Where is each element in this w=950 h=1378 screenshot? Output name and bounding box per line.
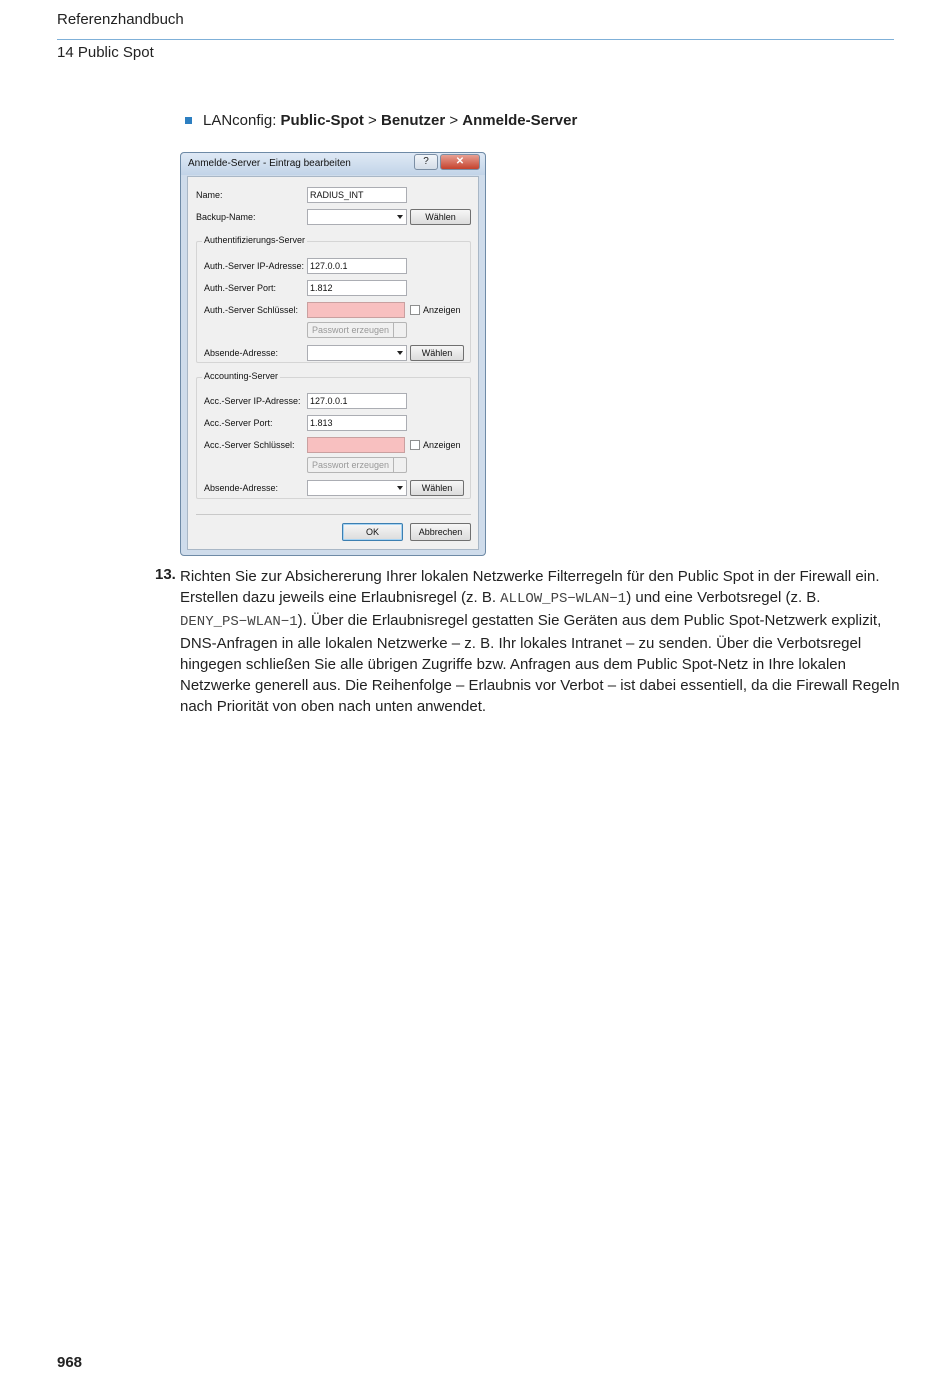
acc-sender-label: Absende-Adresse:: [204, 483, 279, 493]
path-anmelde-server: Anmelde-Server: [462, 112, 578, 129]
acc-show-label: Anzeigen: [423, 440, 461, 450]
auth-server-group-label: Authentifizierungs-Server: [204, 235, 306, 245]
acc-gen-password-button[interactable]: Passwort erzeugen: [307, 457, 407, 473]
auth-key-input[interactable]: [307, 302, 405, 318]
dialog-window: [180, 152, 486, 556]
path-benutzer: Benutzer: [380, 112, 446, 129]
dialog-body: [187, 176, 479, 550]
auth-ip-input[interactable]: 127.0.0.1: [307, 258, 407, 274]
step-number: 13.: [155, 566, 176, 583]
bullet-icon: [185, 117, 192, 124]
path-public-spot: Public-Spot: [280, 112, 364, 129]
dialog-separator: [196, 514, 471, 515]
acc-server-group-label: Accounting-Server: [204, 371, 279, 381]
auth-ip-label: Auth.-Server IP-Adresse:: [204, 261, 305, 271]
step-text-2: ) und eine Verbotsregel (z. B.: [626, 589, 821, 606]
auth-sender-select[interactable]: [307, 345, 407, 361]
backup-choose-button[interactable]: Wählen: [410, 209, 471, 225]
auth-key-label: Auth.-Server Schlüssel:: [204, 305, 299, 315]
acc-ip-label: Acc.-Server IP-Adresse:: [204, 396, 301, 406]
dialog-titlebar[interactable]: [181, 153, 485, 175]
acc-key-label: Acc.-Server Schlüssel:: [204, 440, 295, 450]
help-button[interactable]: ?: [414, 154, 438, 170]
header-title: Referenzhandbuch: [57, 11, 184, 28]
menu-path: [185, 112, 577, 129]
acc-sender-select[interactable]: [307, 480, 407, 496]
acc-key-input[interactable]: [307, 437, 405, 453]
auth-port-label: Auth.-Server Port:: [204, 283, 277, 293]
path-sep: >: [445, 112, 463, 129]
path-prefix: LANconfig:: [203, 112, 277, 129]
acc-port-label: Acc.-Server Port:: [204, 418, 273, 428]
code-deny-rule: DENY_PS−WLAN−1: [180, 614, 298, 630]
acc-ip-input[interactable]: 127.0.0.1: [307, 393, 407, 409]
close-button[interactable]: ✕: [440, 154, 480, 170]
auth-sender-choose-button[interactable]: Wählen: [410, 345, 464, 361]
auth-sender-label: Absende-Adresse:: [204, 348, 279, 358]
acc-sender-choose-button[interactable]: Wählen: [410, 480, 464, 496]
acc-show-checkbox[interactable]: [410, 440, 420, 450]
auth-port-input[interactable]: 1.812: [307, 280, 407, 296]
name-input[interactable]: RADIUS_INT: [307, 187, 407, 203]
auth-show-checkbox[interactable]: [410, 305, 420, 315]
step-text: [180, 566, 900, 717]
cancel-button[interactable]: Abbrechen: [410, 523, 471, 541]
step-text-3: ). Über die Erlaubnisregel gestatten Sie Geräten aus dem Public Spot-Netzwerk explizit, DNS-Anfragen in alle lokalen Netzwerke – z. B. Ihr lokales Intranet – zu senden. Über die Verbotsregel hingegen schließen Sie alle übrigen Zugriffe bzw. Anfragen aus dem Public Spot-Netz in Ihre lokalen Netzwerke generell aus. Die Reihenfolge – Erlaubnis vor Verbot – ist dabei essentiell, da die Firewall Regeln nach Priorität von oben nach unten anwendet.: [180, 612, 900, 715]
dialog-title: Anmelde-Server - Eintrag bearbeiten: [188, 158, 351, 169]
backup-name-label: Backup-Name:: [196, 212, 256, 222]
path-sep: >: [363, 112, 381, 129]
auth-show-label: Anzeigen: [423, 305, 461, 315]
acc-port-input[interactable]: 1.813: [307, 415, 407, 431]
step-text-1: Richten Sie zur Absichererung Ihrer lokalen Netzwerke Filterregeln für den Public Spot in der Firewall ein. Erstellen dazu jeweils eine Erlaubnisregel (z. B.: [180, 568, 880, 606]
name-label: Name:: [196, 190, 223, 200]
page-number: 968: [57, 1354, 83, 1371]
code-allow-rule: ALLOW_PS−WLAN−1: [500, 591, 627, 607]
header-chapter: 14 Public Spot: [57, 44, 154, 61]
backup-name-select[interactable]: [307, 209, 407, 225]
auth-gen-password-button[interactable]: Passwort erzeugen: [307, 322, 407, 338]
header-rule: [57, 39, 894, 40]
ok-button[interactable]: OK: [342, 523, 403, 541]
